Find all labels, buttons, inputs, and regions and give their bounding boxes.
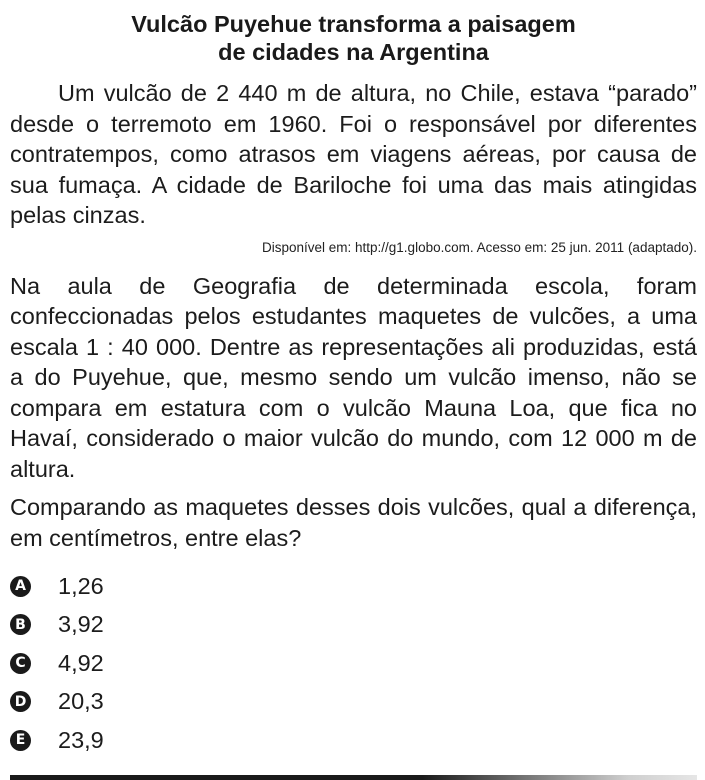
option-e-letter-badge: E (10, 730, 31, 751)
option-a-text: 1,26 (58, 572, 104, 599)
article-source: Disponível em: http://g1.globo.com. Acesso em: 25 jun. 2011 (adaptado). (261, 239, 697, 255)
bottom-divider (10, 775, 697, 780)
question-page (10, 10, 697, 760)
question-context: Na aula de Geografia de determinada escola, foram confeccionadas pelos estudantes maquetes de vulcões, a uma escala 1 : 40 000. Dentre as representações ali produzidas, está a do Puyehue, que, mesmo sendo um vulcão imenso, não se compara em estatura com o vulcão Mauna Loa, que fica no Havaí, considerado o maior vulcão do mundo, com 12 000 m de altura. (10, 272, 697, 482)
article-title-line-2: de cidades na Argentina (218, 39, 489, 65)
option-a-letter-badge: A (10, 576, 31, 597)
option-b[interactable] (10, 606, 697, 645)
article-title (10, 10, 697, 66)
question-prompt: Comparando as maquetes desses dois vulcões, qual a diferença, em centímetros, entre elas? (10, 494, 697, 551)
option-c[interactable] (10, 644, 697, 683)
article-title-line-1: Vulcão Puyehue transforma a paisagem (131, 11, 576, 37)
option-a[interactable] (10, 567, 697, 606)
article-body: Um vulcão de 2 440 m de altura, no Chile, estava “parado” desde o terremoto em 1960. Foi o responsável por diferentes contratempos, como atrasos em viagens aéreas, por causa de sua fumaça. A cidade de Bariloche foi uma das mais atingidas pelas cinzas. (10, 80, 697, 228)
option-c-text: 4,92 (58, 649, 104, 676)
option-b-letter-badge: B (10, 614, 31, 635)
option-d-letter-badge: D (10, 691, 31, 712)
answer-options (10, 567, 697, 760)
option-e[interactable] (10, 721, 697, 760)
option-d[interactable] (10, 683, 697, 722)
option-b-text: 3,92 (58, 611, 104, 638)
option-d-text: 20,3 (58, 688, 104, 715)
option-e-text: 23,9 (58, 726, 104, 753)
option-c-letter-badge: C (10, 653, 31, 674)
